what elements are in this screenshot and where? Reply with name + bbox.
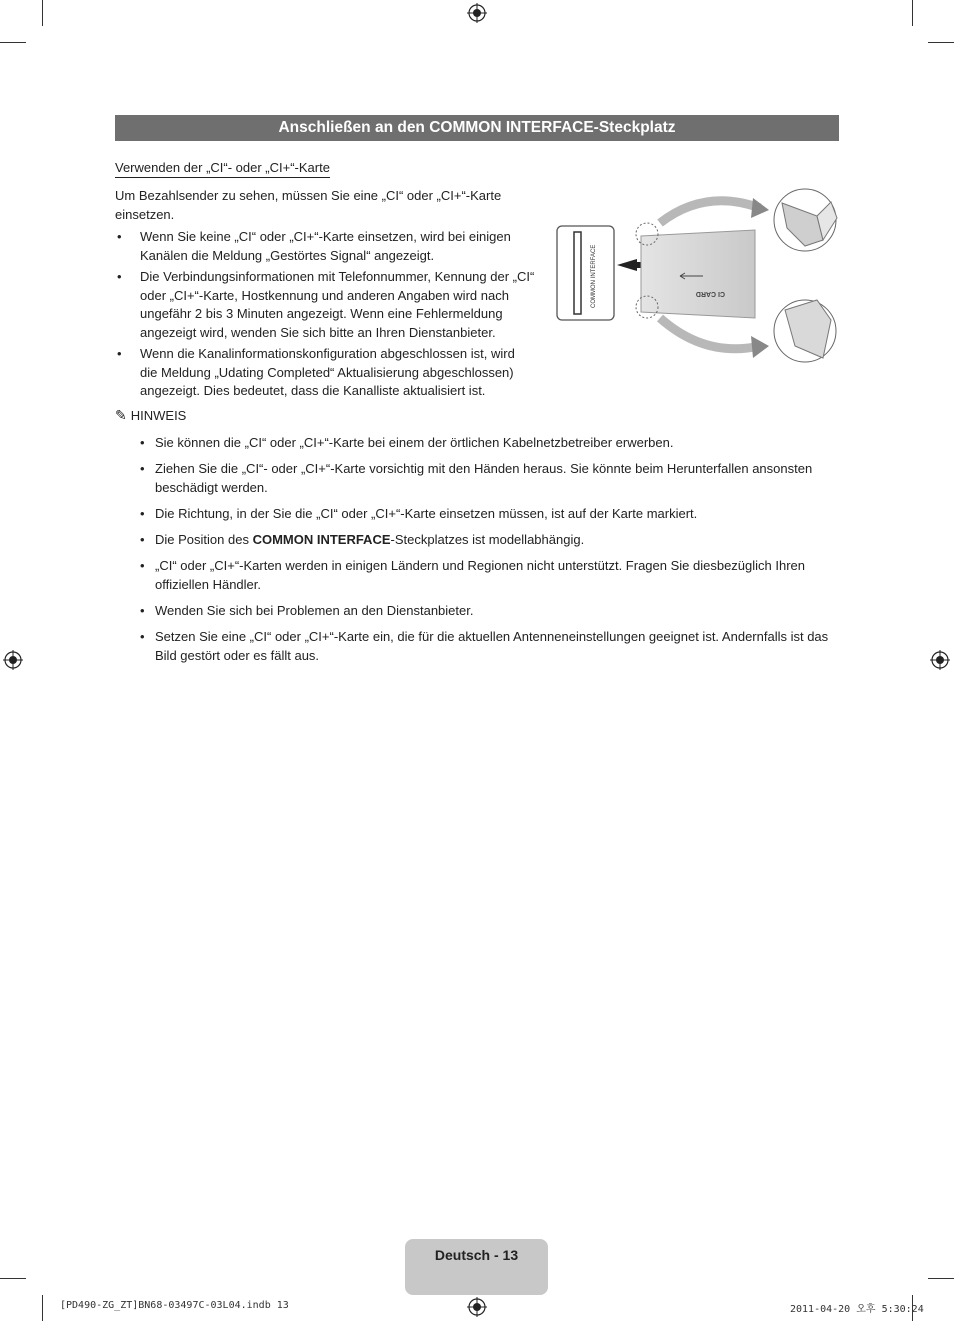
ci-card-illustration	[555, 188, 840, 363]
crop-mark	[0, 1278, 26, 1279]
list-item	[140, 530, 840, 549]
crop-mark	[928, 42, 954, 43]
crop-mark	[42, 1295, 43, 1321]
list-item	[140, 504, 840, 523]
note-heading	[115, 407, 186, 425]
note-text: Wenden Sie sich bei Problemen an den Dienstanbieter.	[155, 603, 474, 618]
note-text-part: Die Position des	[155, 532, 253, 547]
ci-card-label: CI CARD	[695, 290, 725, 297]
crop-mark	[912, 0, 913, 26]
tv-slot-panel	[557, 226, 614, 320]
bullet-dot: •	[117, 269, 122, 284]
note-text: Ziehen Sie die „CI“- oder „CI+“-Karte vorsichtig mit den Händen heraus. Sie könnte beim Herunterfallen ansonsten beschädigt werden.	[155, 461, 813, 495]
bullet-dot: •	[140, 532, 145, 547]
subsection-title: Verwenden der „CI“- oder „CI+“-Karte	[115, 160, 330, 178]
callout-arrow-icon	[751, 336, 769, 358]
bullet-dot: •	[140, 603, 145, 618]
bullet-dot: •	[140, 629, 145, 644]
crop-mark	[0, 42, 26, 43]
list-item	[140, 627, 840, 665]
note-label: HINWEIS	[130, 408, 187, 423]
callout-arrow-icon	[660, 318, 760, 349]
slot-opening	[574, 232, 581, 314]
notes-list	[140, 433, 840, 672]
print-timestamp: 2011-04-20 오후 5:30:24	[790, 1304, 924, 1315]
list-item	[140, 601, 840, 620]
page-number-tab	[405, 1239, 548, 1295]
print-file-info: [PD490-ZG_ZT]BN68-03497C-03L04.indb 13	[60, 1300, 289, 1311]
bullet-dot: •	[140, 461, 145, 476]
note-text	[155, 532, 584, 547]
list-item-text: Wenn die Kanalinformationskonfiguration abgeschlossen ist, wird die Meldung „Udating Completed“ Aktualisierung abgeschlossen) angezeigt. Dies bedeutet, dass die Kanalliste aktualisiert ist.	[140, 346, 515, 398]
intro-text: Um Bezahlsender zu sehen, müssen Sie eine „CI“ oder „CI+“-Karte einsetzen.	[115, 188, 502, 222]
callout-arrow-icon	[751, 198, 769, 218]
note-text-part: -Steckplatzes ist modellabhängig.	[390, 532, 585, 547]
crop-mark	[42, 0, 43, 26]
note-text: Die Richtung, in der Sie die „CI“ oder „CI+“-Karte einsetzen müssen, ist auf der Karte markiert.	[155, 506, 698, 521]
list-item	[140, 433, 840, 452]
note-text: „CI“ oder „CI+“-Karten werden in einigen Ländern und Regionen nicht unterstützt. Fragen Sie diesbezüglich Ihren offiziellen Händler.	[155, 558, 806, 592]
bullet-dot: •	[117, 229, 122, 244]
list-item	[115, 345, 535, 401]
list-item	[140, 556, 840, 594]
list-item	[115, 268, 535, 342]
ci-card	[641, 230, 755, 318]
bullet-list	[115, 228, 535, 404]
list-item	[140, 459, 840, 497]
list-item-text: Wenn Sie keine „CI“ oder „CI+“-Karte einsetzen, wird bei einigen Kanälen die Meldung „Gestörtes Signal“ angezeigt.	[140, 229, 511, 263]
registration-mark-icon	[3, 650, 23, 670]
list-item	[115, 228, 535, 265]
bullet-dot: •	[140, 435, 145, 450]
registration-mark-icon	[467, 3, 487, 23]
note-text: Setzen Sie eine „CI“ oder „CI+“-Karte ein, die für die aktuellen Antenneneinstellungen geeignet ist. Andernfalls ist das Bild gestört oder es fällt aus.	[155, 629, 829, 663]
note-pen-icon: ✎	[115, 408, 127, 424]
note-text: Sie können die „CI“ oder „CI+“-Karte bei einem der örtlichen Kabelnetzbetreiber erwerben.	[155, 435, 674, 450]
callout-arrow-icon	[660, 201, 760, 223]
section-title: Anschließen an den COMMON INTERFACE-Steckplatz	[115, 115, 839, 141]
registration-mark-icon	[930, 650, 950, 670]
bullet-dot: •	[140, 506, 145, 521]
bullet-dot: •	[117, 346, 122, 361]
crop-mark	[928, 1278, 954, 1279]
bullet-dot: •	[140, 558, 145, 573]
note-text-bold: COMMON INTERFACE	[252, 532, 391, 547]
list-item-text: Die Verbindungsinformationen mit Telefonnummer, Kennung der „CI“ oder „CI+“-Karte, Hostkennung und anderen Angaben wird nach ungefähr 2 bis 3 Minuten angezeigt. Wenn eine Fehlermeldung angezeigt wird, wenden Sie sich bitte an Ihren Dienstanbieter.	[140, 269, 535, 340]
slot-label: COMMON INTERFACE	[591, 244, 597, 308]
registration-mark-icon	[467, 1297, 487, 1317]
page-number: Deutsch - 13	[434, 1247, 519, 1263]
